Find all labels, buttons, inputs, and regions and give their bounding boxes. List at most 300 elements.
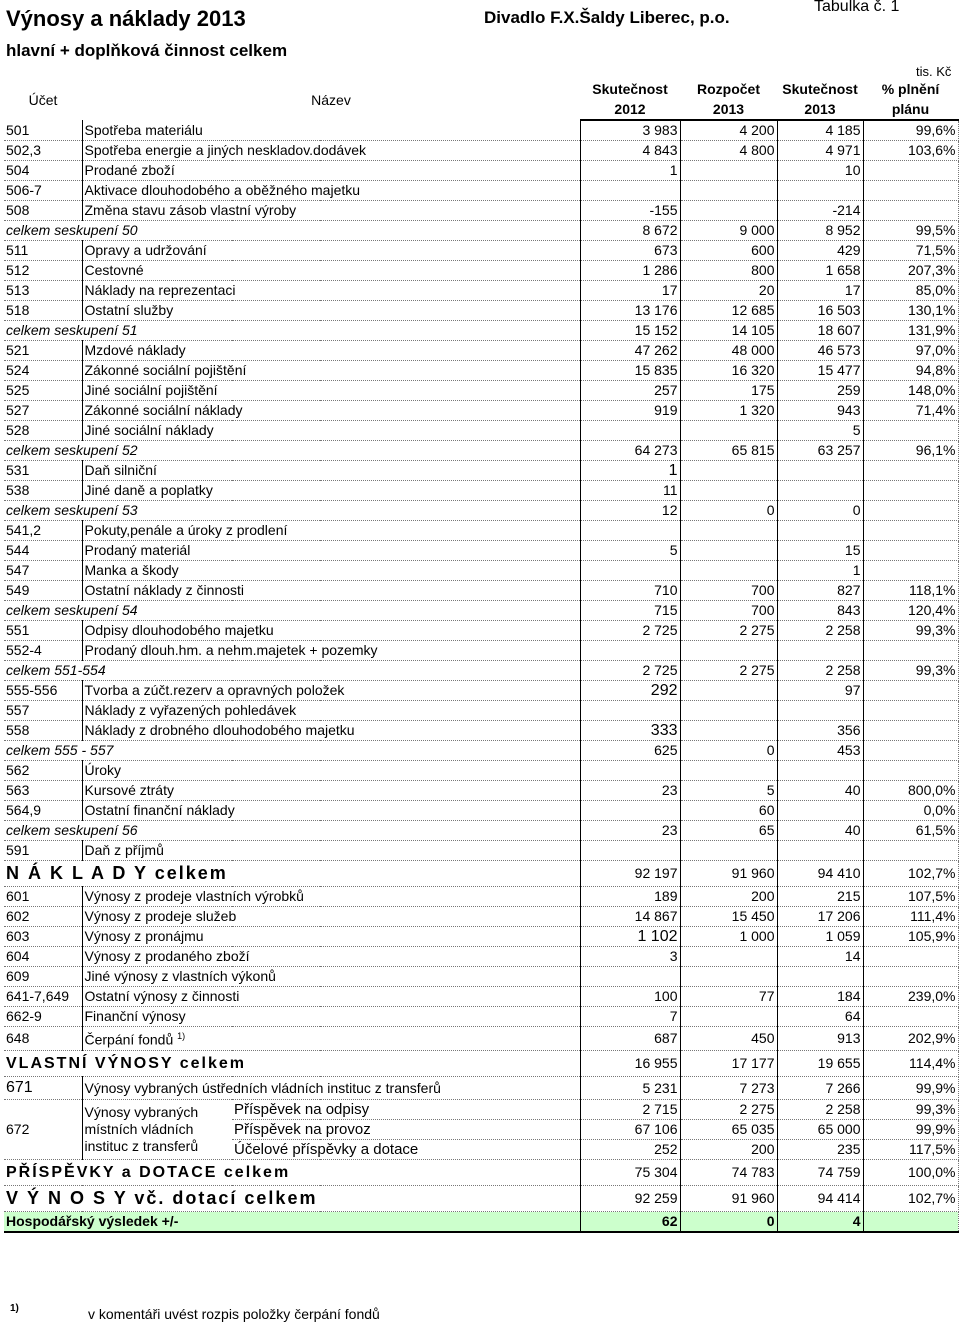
cell-budget-2013	[680, 201, 777, 221]
page-title: Výnosy a náklady 2013	[6, 6, 246, 31]
cell-name	[82, 161, 580, 181]
cell-budget-2013: 5	[680, 781, 777, 801]
cell-actual-2013: 184	[777, 987, 863, 1007]
table-row	[4, 541, 958, 561]
cell-actual-2012	[580, 701, 680, 721]
cell-actual-2012: 1	[580, 461, 680, 481]
cell-budget-2013: 60	[680, 801, 777, 821]
cell-budget-2013: 0	[680, 1211, 777, 1232]
table-row	[4, 161, 958, 181]
cell-plan-pct	[863, 701, 958, 721]
cell-plan-pct	[863, 721, 958, 741]
cell-plan-pct: 239,0%	[863, 987, 958, 1007]
cell-actual-2013: 7 266	[777, 1076, 863, 1099]
table-row	[4, 987, 958, 1007]
cell-actual-2012: 8 672	[580, 221, 680, 241]
table-row	[4, 741, 958, 761]
cell-actual-2012: 292	[580, 681, 680, 701]
cell-actual-2013: 94 414	[777, 1185, 863, 1211]
table-number: Tabulka č. 1	[814, 0, 900, 15]
cell-plan-pct: 61,5%	[863, 821, 958, 841]
cell-actual-2013: 16 503	[777, 301, 863, 321]
cell-actual-2013: 15 477	[777, 361, 863, 381]
cell-actual-2013: 827	[777, 581, 863, 601]
cell-plan-pct: 202,9%	[863, 1027, 958, 1051]
cell-name	[82, 541, 580, 561]
cell-plan-pct	[863, 181, 958, 201]
cell-account: 609	[4, 967, 82, 987]
cell-name	[82, 781, 580, 801]
cell-name	[82, 721, 580, 741]
cell-name	[82, 1007, 580, 1027]
cell-actual-2012	[580, 561, 680, 581]
cell-actual-2012	[580, 421, 680, 441]
table-row	[4, 1007, 958, 1027]
cell-account: 518	[4, 301, 82, 321]
col-header-plan-pct: % plnění	[881, 81, 940, 97]
cell-name	[82, 181, 580, 201]
cell-actual-2012: 715	[580, 601, 680, 621]
cell-name	[82, 701, 580, 721]
row-label: celkem 551-554	[4, 661, 580, 681]
row-name: Daň silniční	[84, 462, 157, 478]
row-name: Náklady z drobného dlouhodobého majetku	[84, 722, 355, 738]
cell-name	[82, 761, 580, 781]
cell-budget-2013	[680, 561, 777, 581]
cell-actual-2012: 16 955	[580, 1050, 680, 1076]
cell-plan-pct: 94,8%	[863, 361, 958, 381]
cell-actual-2012: 15 152	[580, 321, 680, 341]
cell-actual-2013	[777, 641, 863, 661]
cell-actual-2012: 15 835	[580, 361, 680, 381]
cell-budget-2013: 4 200	[680, 120, 777, 141]
cell-account: 512	[4, 261, 82, 281]
cell-plan-pct	[863, 947, 958, 967]
cell-actual-2013: 17	[777, 281, 863, 301]
finance-table	[4, 79, 958, 1233]
cell-actual-2013: 17 206	[777, 907, 863, 927]
row-name: Pokuty,penále a úroky z prodlení	[84, 522, 288, 538]
row-name: Čerpání fondů	[84, 1031, 174, 1048]
cell-budget-2013: 800	[680, 261, 777, 281]
table-row	[4, 521, 958, 541]
cell-account: 562	[4, 761, 82, 781]
table-row	[4, 681, 958, 701]
cell-budget-2013: 2 275	[680, 1099, 777, 1119]
row-name: Jiné sociální pojištění	[84, 382, 218, 398]
row-name: Ostatní služby	[84, 302, 174, 318]
cell-actual-2012: 2 725	[580, 661, 680, 681]
cell-budget-2013	[680, 521, 777, 541]
row-label: Hospodářský výsledek +/-	[4, 1211, 580, 1232]
cell-name: Příspěvek na odpisy	[232, 1099, 580, 1119]
cell-account: 601	[4, 887, 82, 907]
cell-actual-2013: 453	[777, 741, 863, 761]
cell-budget-2013: 0	[680, 501, 777, 521]
cell-account: 501	[4, 120, 82, 141]
cell-name	[82, 947, 580, 967]
cell-plan-pct: 96,1%	[863, 441, 958, 461]
cell-actual-2013: -214	[777, 201, 863, 221]
cell-actual-2013: 913	[777, 1027, 863, 1051]
cell-account: 541,2	[4, 521, 82, 541]
cell-actual-2013	[777, 461, 863, 481]
cell-budget-2013: 450	[680, 1027, 777, 1051]
cell-actual-2013: 259	[777, 381, 863, 401]
cell-name	[82, 361, 580, 381]
table-row	[4, 1099, 958, 1119]
cell-account: 513	[4, 281, 82, 301]
cell-account: 603	[4, 927, 82, 947]
row-name: Ostatní finanční náklady	[84, 802, 235, 818]
table-row	[4, 561, 958, 581]
cell-budget-2013	[680, 461, 777, 481]
cell-account: 602	[4, 907, 82, 927]
table-row	[4, 601, 958, 621]
cell-name	[82, 301, 580, 321]
cell-plan-pct: 118,1%	[863, 581, 958, 601]
cell-plan-pct: 207,3%	[863, 261, 958, 281]
cell-actual-2013: 46 573	[777, 341, 863, 361]
table-row	[4, 661, 958, 681]
cell-name	[82, 801, 580, 821]
cell-plan-pct: 71,5%	[863, 241, 958, 261]
cell-actual-2013: 15	[777, 541, 863, 561]
cell-budget-2013: 65	[680, 821, 777, 841]
cell-actual-2012: 919	[580, 401, 680, 421]
cell-actual-2012: 2 715	[580, 1099, 680, 1119]
cell-actual-2012: 92 197	[580, 861, 680, 887]
cell-plan-pct: 99,3%	[863, 1099, 958, 1119]
cell-actual-2013: 94 410	[777, 861, 863, 887]
cell-budget-2013: 7 273	[680, 1076, 777, 1099]
cell-actual-2012: 11	[580, 481, 680, 501]
cell-budget-2013	[680, 641, 777, 661]
row-name: Aktivace dlouhodobého a oběžného majetku	[84, 182, 361, 198]
cell-plan-pct: 117,5%	[863, 1139, 958, 1159]
cell-account: 525	[4, 381, 82, 401]
cell-account: 564,9	[4, 801, 82, 821]
row-name: Výnosy z prodeje služeb	[84, 908, 237, 924]
cell-account: 648	[4, 1027, 82, 1051]
row-name: Prodané zboží	[84, 162, 175, 178]
cell-plan-pct	[863, 681, 958, 701]
cell-actual-2013	[777, 521, 863, 541]
cell-budget-2013	[680, 701, 777, 721]
row-label: celkem seskupení 51	[4, 321, 580, 341]
cell-actual-2012: 62	[580, 1211, 680, 1232]
cell-actual-2013: 215	[777, 887, 863, 907]
table-row	[4, 501, 958, 521]
cell-budget-2013: 15 450	[680, 907, 777, 927]
cell-account: 506-7	[4, 181, 82, 201]
cell-account: 662-9	[4, 1007, 82, 1027]
table-row	[4, 261, 958, 281]
cell-name	[82, 987, 580, 1007]
cell-actual-2012	[580, 967, 680, 987]
cell-account: 504	[4, 161, 82, 181]
table-row	[4, 927, 958, 947]
table-row	[4, 801, 958, 821]
cell-plan-pct: 100,0%	[863, 1159, 958, 1185]
cell-plan-pct	[863, 501, 958, 521]
cell-account: 552-4	[4, 641, 82, 661]
row-label: celkem seskupení 54	[4, 601, 580, 621]
cell-plan-pct: 71,4%	[863, 401, 958, 421]
cell-actual-2013	[777, 701, 863, 721]
cell-actual-2012	[580, 521, 680, 541]
cell-actual-2013: 356	[777, 721, 863, 741]
row-name: Výnosy z pronájmu	[84, 928, 204, 944]
table-row	[4, 361, 958, 381]
cell-name	[82, 141, 580, 161]
cell-plan-pct	[863, 761, 958, 781]
cell-budget-2013: 77	[680, 987, 777, 1007]
cell-actual-2012	[580, 641, 680, 661]
row-name: Finanční výnosy	[84, 1008, 186, 1024]
cell-plan-pct	[863, 641, 958, 661]
cell-budget-2013	[680, 681, 777, 701]
cell-actual-2013: 10	[777, 161, 863, 181]
row-label: celkem seskupení 50	[4, 221, 580, 241]
cell-actual-2013	[777, 761, 863, 781]
cell-plan-pct: 97,0%	[863, 341, 958, 361]
col-header-actual-2012-year: 2012	[580, 99, 680, 120]
cell-budget-2013: 600	[680, 241, 777, 261]
cell-plan-pct: 114,4%	[863, 1050, 958, 1076]
cell-account: 527	[4, 401, 82, 421]
cell-actual-2012: 75 304	[580, 1159, 680, 1185]
cell-actual-2013: 1 658	[777, 261, 863, 281]
cell-budget-2013	[680, 1007, 777, 1027]
cell-actual-2013: 18 607	[777, 321, 863, 341]
row-label: N Á K L A D Y celkem	[4, 861, 580, 887]
cell-actual-2012	[580, 181, 680, 201]
row-name: Ostatní výnosy z činnosti	[84, 988, 240, 1004]
row-name: Spotřeba materiálu	[84, 121, 203, 138]
table-row	[4, 781, 958, 801]
row-label: V Ý N O S Y vč. dotací celkem	[4, 1185, 580, 1211]
table-row	[4, 441, 958, 461]
cell-budget-2013: 65 035	[680, 1119, 777, 1139]
cell-actual-2012: 23	[580, 781, 680, 801]
cell-actual-2013: 2 258	[777, 621, 863, 641]
cell-budget-2013: 91 960	[680, 1185, 777, 1211]
cell-budget-2013: 1 000	[680, 927, 777, 947]
cell-actual-2013: 74 759	[777, 1159, 863, 1185]
cell-account: 641-7,649	[4, 987, 82, 1007]
cell-plan-pct: 99,5%	[863, 221, 958, 241]
cell-actual-2012: 189	[580, 887, 680, 907]
table-row	[4, 241, 958, 261]
cell-name: Účelové příspěvky a dotace	[232, 1139, 580, 1159]
table-row	[4, 641, 958, 661]
cell-plan-pct	[863, 561, 958, 581]
cell-actual-2012: 673	[580, 241, 680, 261]
row-name: Výnosy vybraných ústředních vládních instituc z transferů	[84, 1079, 441, 1096]
group-label: Výnosy vybraných místních vládních instituc z transferů	[82, 1099, 232, 1159]
cell-actual-2013	[777, 841, 863, 861]
table-row	[4, 701, 958, 721]
cell-account: 528	[4, 421, 82, 441]
cell-name	[82, 261, 580, 281]
cell-actual-2013: 843	[777, 601, 863, 621]
row-name: Náklady na reprezentaci	[84, 282, 236, 298]
cell-plan-pct	[863, 481, 958, 501]
cell-budget-2013	[680, 541, 777, 561]
cell-budget-2013: 200	[680, 887, 777, 907]
cell-actual-2012: 257	[580, 381, 680, 401]
cell-budget-2013: 17 177	[680, 1050, 777, 1076]
cell-account: 551	[4, 621, 82, 641]
cell-actual-2012: 687	[580, 1027, 680, 1051]
cell-name	[82, 581, 580, 601]
table-row	[4, 321, 958, 341]
cell-name	[82, 241, 580, 261]
cell-plan-pct: 0,0%	[863, 801, 958, 821]
cell-budget-2013: 2 275	[680, 661, 777, 681]
cell-actual-2013: 2 258	[777, 661, 863, 681]
cell-actual-2013: 429	[777, 241, 863, 261]
cell-plan-pct: 102,7%	[863, 1185, 958, 1211]
cell-name	[82, 481, 580, 501]
cell-actual-2012: 1	[580, 161, 680, 181]
row-name: Výnosy z prodaného zboží	[84, 948, 250, 964]
cell-account: 604	[4, 947, 82, 967]
cell-actual-2013	[777, 181, 863, 201]
cell-budget-2013	[680, 421, 777, 441]
cell-name	[82, 967, 580, 987]
table-row	[4, 1211, 958, 1232]
row-name: Odpisy dlouhodobého majetku	[84, 622, 274, 638]
table-row	[4, 421, 958, 441]
cell-account: 531	[4, 461, 82, 481]
col-header-plan-pct-2: plánu	[863, 99, 958, 120]
cell-name: Příspěvek na provoz	[232, 1119, 580, 1139]
cell-name	[82, 521, 580, 541]
table-row	[4, 821, 958, 841]
page-subtitle: hlavní + doplňková činnost celkem	[6, 41, 288, 60]
cell-plan-pct	[863, 201, 958, 221]
cell-plan-pct	[863, 521, 958, 541]
cell-actual-2013: 8 952	[777, 221, 863, 241]
cell-actual-2013: 40	[777, 781, 863, 801]
col-header-actual-2013: Skutečnost	[782, 81, 858, 97]
footnote-text: v komentáři uvést rozpis položky čerpání fondů	[88, 1306, 380, 1322]
cell-actual-2012	[580, 841, 680, 861]
cell-actual-2012: 333	[580, 721, 680, 741]
cell-plan-pct	[863, 1007, 958, 1027]
cell-budget-2013: 12 685	[680, 301, 777, 321]
table-row	[4, 381, 958, 401]
row-name: Prodaný dlouh.hm. a nehm.majetek + pozemky	[84, 642, 378, 658]
cell-account: 555-556	[4, 681, 82, 701]
cell-account: 524	[4, 361, 82, 381]
cell-plan-pct	[863, 461, 958, 481]
cell-actual-2012: 4 843	[580, 141, 680, 161]
table-row	[4, 861, 958, 887]
cell-name	[82, 201, 580, 221]
row-name: Kursové ztráty	[84, 782, 174, 798]
cell-budget-2013	[680, 161, 777, 181]
cell-actual-2012: 252	[580, 1139, 680, 1159]
cell-actual-2012: -155	[580, 201, 680, 221]
cell-budget-2013: 65 815	[680, 441, 777, 461]
col-header-actual-2013-year: 2013	[777, 99, 863, 120]
cell-account: 544	[4, 541, 82, 561]
cell-actual-2012: 23	[580, 821, 680, 841]
cell-plan-pct: 120,4%	[863, 601, 958, 621]
col-header-budget-2013-year: 2013	[680, 99, 777, 120]
row-name: Zákonné sociální pojištění	[84, 362, 247, 378]
table-row	[4, 481, 958, 501]
cell-actual-2013: 943	[777, 401, 863, 421]
cell-name	[82, 887, 580, 907]
cell-actual-2012: 7	[580, 1007, 680, 1027]
row-label: celkem seskupení 53	[4, 501, 580, 521]
table-row	[4, 120, 958, 141]
col-header-actual-2012: Skutečnost	[592, 81, 668, 97]
cell-plan-pct: 99,9%	[863, 1076, 958, 1099]
cell-plan-pct	[863, 841, 958, 861]
row-name: Mzdové náklady	[84, 342, 186, 358]
cell-budget-2013: 2 275	[680, 621, 777, 641]
cell-budget-2013: 9 000	[680, 221, 777, 241]
cell-actual-2013: 40	[777, 821, 863, 841]
row-label: celkem seskupení 56	[4, 821, 580, 841]
cell-account: 591	[4, 841, 82, 861]
cell-actual-2012	[580, 801, 680, 821]
cell-actual-2012: 47 262	[580, 341, 680, 361]
cell-budget-2013: 20	[680, 281, 777, 301]
cell-actual-2012: 92 259	[580, 1185, 680, 1211]
cell-account: 521	[4, 341, 82, 361]
cell-name	[82, 561, 580, 581]
cell-name	[82, 461, 580, 481]
row-name: Náklady z vyřazených pohledávek	[84, 702, 297, 718]
table-row	[4, 841, 958, 861]
cell-actual-2013: 1	[777, 561, 863, 581]
cell-name	[82, 401, 580, 421]
cell-actual-2012: 710	[580, 581, 680, 601]
cell-plan-pct	[863, 161, 958, 181]
cell-actual-2012: 1 102	[580, 927, 680, 947]
table-row	[4, 1159, 958, 1185]
cell-budget-2013	[680, 181, 777, 201]
cell-actual-2013: 4 185	[777, 120, 863, 141]
table-row	[4, 141, 958, 161]
cell-account: 672	[4, 1099, 82, 1159]
cell-name	[82, 1076, 580, 1099]
cell-actual-2012	[580, 761, 680, 781]
cell-plan-pct: 99,3%	[863, 661, 958, 681]
table-row	[4, 1027, 958, 1051]
cell-actual-2013	[777, 481, 863, 501]
cell-actual-2013: 65 000	[777, 1119, 863, 1139]
table-row	[4, 301, 958, 321]
col-header-budget-2013: Rozpočet	[697, 81, 760, 97]
table-row	[4, 341, 958, 361]
row-name: Cestovné	[84, 262, 144, 278]
cell-plan-pct: 102,7%	[863, 861, 958, 887]
table-row	[4, 181, 958, 201]
cell-plan-pct	[863, 741, 958, 761]
cell-plan-pct: 107,5%	[863, 887, 958, 907]
cell-actual-2012: 2 725	[580, 621, 680, 641]
table-row	[4, 281, 958, 301]
table-row	[4, 621, 958, 641]
cell-actual-2012: 67 106	[580, 1119, 680, 1139]
